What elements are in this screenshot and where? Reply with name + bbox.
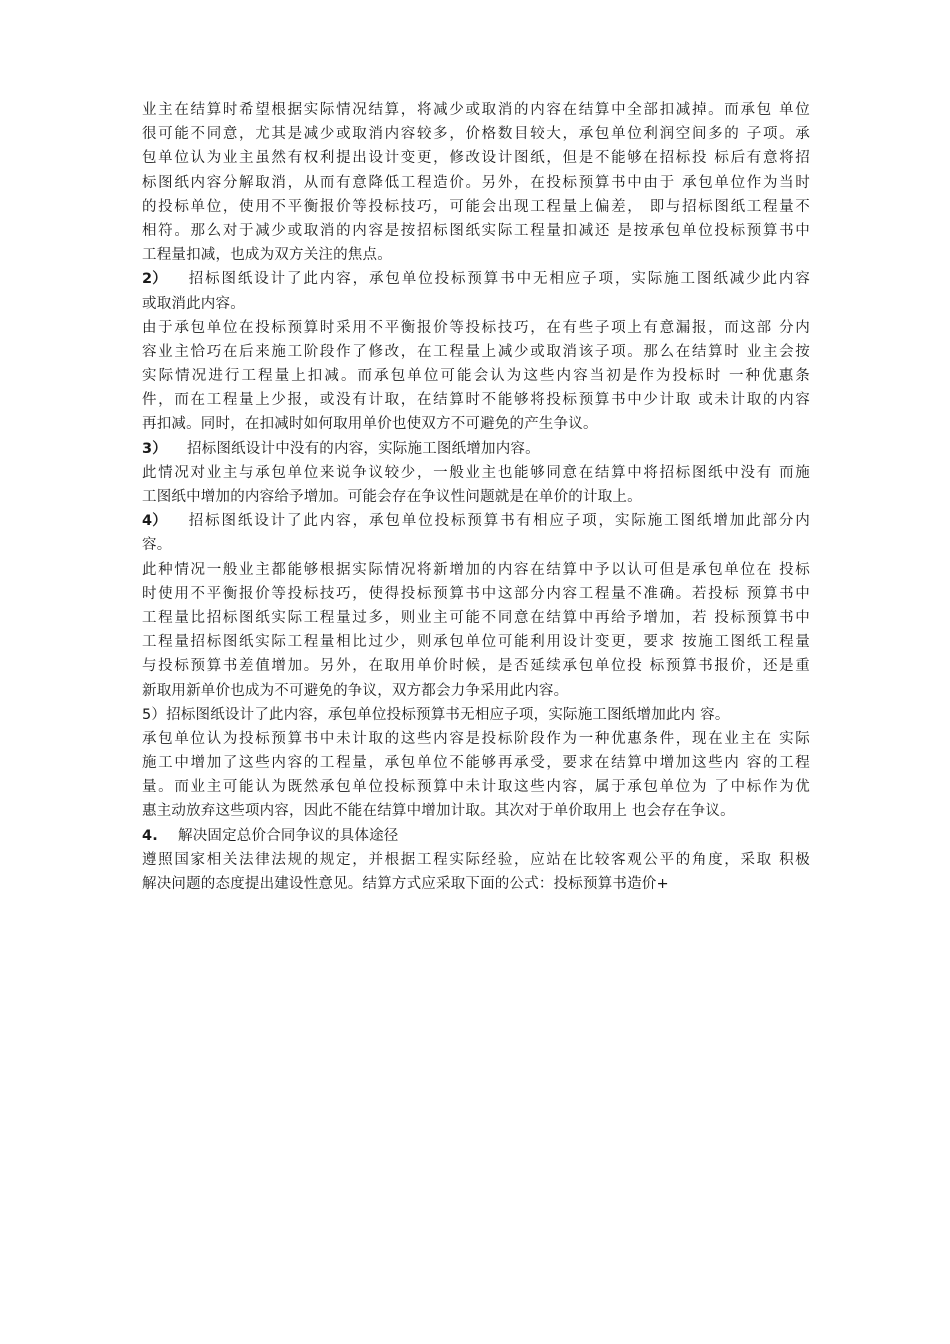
text-line: 施工中增加了这些内容的工程量，承包单位不能够再承受，要求在结算中增加这些内 容的工程 <box>142 755 810 772</box>
body-paragraph <box>142 461 810 509</box>
section-heading <box>142 509 810 557</box>
text-line: 工程量比招标图纸实际工程量过多，则业主可能不同意在结算中再给予增加，若 投标预算书中 <box>142 609 810 626</box>
text-line: 工程量招标图纸实际工程量相比过少，则承包单位可能利用设计变更，要求 按施工图纸工程量 <box>142 634 810 651</box>
text-line <box>142 509 810 533</box>
section-heading <box>142 267 810 315</box>
text-line: 由于承包单位在投标预算时采用不平衡报价等投标技巧，在有些子项上有意漏报，而这部 分内 <box>142 319 810 336</box>
text-line: 此情况对业主与承包单位来说争议较少，一般业主也能够同意在结算中将招标图纸中没有 而施 <box>142 464 810 481</box>
heading-number: 4. <box>142 827 158 844</box>
text-line: 工程量扣减，也成为双方关注的焦点。 <box>142 247 392 264</box>
text-line: 标图纸内容分解取消，从而有意降低工程造价。另外，在投标预算书中由于 承包单位作为当时 <box>142 174 810 191</box>
text-line: 新取用新单价也成为不可避免的争议，双方都会力争采用此内容。 <box>142 682 569 699</box>
text-line: 相符。那么对于减少或取消的内容是按招标图纸实际工程量扣减还 是按承包单位投标预算书中 <box>142 222 810 239</box>
text-line: 时使用不平衡报价等投标技巧，使得投标预算书中这部分内容工程量不准确。若投标 预算书中 <box>142 585 810 602</box>
text-line <box>142 437 810 461</box>
text-line: 量。而业主可能认为既然承包单位投标预算中未计取这些内容，属于承包单位为 了中标作为优 <box>142 779 810 796</box>
body-paragraph <box>142 98 810 267</box>
heading-number: 4） <box>142 513 167 530</box>
text-line: 承包单位认为投标预算书中未计取的这些内容是投标阶段作为一种优惠条件，现在业主在 实际 <box>142 730 810 747</box>
heading-number: 2） <box>142 271 167 288</box>
body-paragraph <box>142 316 810 437</box>
text-line: 实际情况进行工程量上扣减。而承包单位可能会认为这些内容当初是作为投标时 一种优惠条 <box>142 368 810 385</box>
text-line: 解决问题的态度提出建设性意见。结算方式应采取下面的公式：投标预算书造价+ <box>142 876 669 892</box>
text-line <box>142 267 810 291</box>
heading-text: 招标图纸设计了此内容，承包单位投标预算书中无相应子项，实际施工图纸减少此内容 <box>187 271 810 288</box>
text-line: 与投标预算书差值增加。另外，在取用单价时候，是否延续承包单位投 标预算书报价，还是重 <box>142 658 810 675</box>
text-line: 5）招标图纸设计了此内容，承包单位投标预算书无相应子项，实际施工图纸增加此内 容。 <box>142 706 730 723</box>
text-line: 工图纸中增加的内容给予增加。可能会存在争议性问题就是在单价的计取上。 <box>142 489 642 505</box>
text-line: 或取消此内容。 <box>142 295 245 312</box>
heading-number: 3） <box>142 440 167 457</box>
heading-text: 招标图纸设计中没有的内容，实际施工图纸增加内容。 <box>187 440 540 457</box>
section-heading <box>142 437 810 461</box>
document-page <box>142 98 810 896</box>
section-heading <box>142 824 810 848</box>
text-line: 容。 <box>142 537 172 554</box>
text-line: 的投标单位，使用不平衡报价等投标技巧，可能会出现工程量上偏差， 即与招标图纸工程量不 <box>142 198 810 215</box>
heading-text: 解决固定总价合同争议的具体途径 <box>178 827 399 844</box>
text-line: 此种情况一般业主都能够根据实际情况将新增加的内容在结算中予以认可但是承包单位在 投标 <box>142 561 810 578</box>
text-line: 包单位认为业主虽然有权利提出设计变更，修改设计图纸，但是不能够在招标投 标后有意将招 <box>142 150 810 167</box>
text-line: 再扣减。同时，在扣减时如何取用单价也使双方不可避免的产生争议。 <box>142 416 598 433</box>
text-line: 容业主恰巧在后来施工阶段作了修改，在工程量上减少或取消该子项。那么在结算时 业主会按 <box>142 343 810 360</box>
body-paragraph <box>142 727 810 824</box>
text-line <box>142 824 810 848</box>
body-paragraph <box>142 703 810 727</box>
text-line: 遵照国家相关法律法规的规定，并根据工程实际经验，应站在比较客观公平的角度，采取 积极 <box>142 851 810 868</box>
text-line: 很可能不同意，尤其是减少或取消内容较多，价格数目较大，承包单位利润空间多的 子项。承 <box>142 126 810 143</box>
body-paragraph <box>142 848 810 896</box>
text-line: 件，而在工程量上少报，或没有计取，在结算时不能够将投标预算书中少计取 或未计取的内容 <box>142 392 810 409</box>
text-line: 业主在结算时希望根据实际情况结算，将减少或取消的内容在结算中全部扣减掉。而承包 单位 <box>142 102 810 118</box>
heading-text: 招标图纸设计了此内容，承包单位投标预算书有相应子项，实际施工图纸增加此部分内 <box>187 513 810 530</box>
text-line: 惠主动放弃这些项内容，因此不能在结算中增加计取。其次对于单价取用上 也会存在争议。 <box>142 803 735 820</box>
body-paragraph <box>142 558 810 703</box>
